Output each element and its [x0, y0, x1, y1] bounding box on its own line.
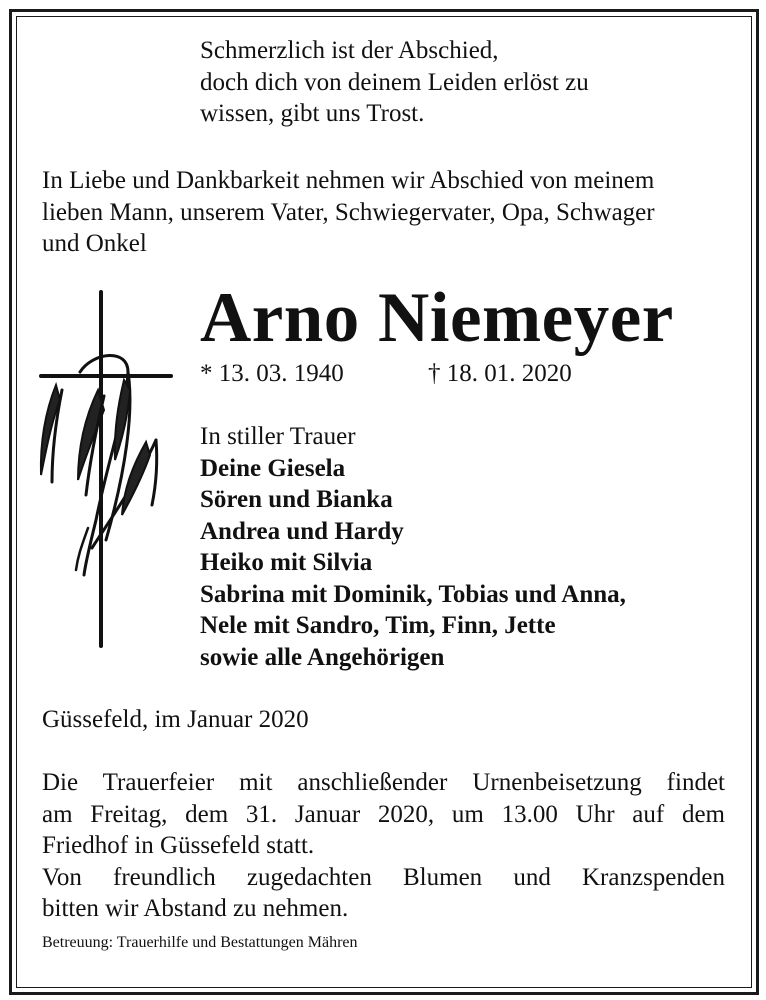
poem-line: doch dich von deinem Leiden erlöst zu: [200, 68, 589, 96]
funeral-line: am Freitag, dem 31. Januar 2020, um 13.00 Uhr auf dem: [42, 800, 725, 828]
death-date: † 18. 01. 2020: [428, 360, 572, 387]
birth-date: * 13. 03. 1940: [200, 360, 344, 387]
mourner-name: sowie alle Angehörigen: [200, 643, 445, 671]
mourner-name: Sören und Bianka: [200, 486, 393, 513]
care-note: Betreuung: Trauerhilfe und Bestattungen Mähren: [42, 934, 358, 951]
deceased-name: Arno Niemeyer: [200, 279, 674, 357]
mourner-name: Deine Giesela: [200, 454, 346, 482]
poem-line: Schmerzlich ist der Abschied,: [200, 37, 499, 64]
funeral-line: bitten wir Abstand zu nehmen.: [42, 895, 349, 922]
intro-line: und Onkel: [42, 230, 147, 257]
funeral-line: Friedhof in Güssefeld statt.: [42, 832, 315, 859]
mourner-name: Nele mit Sandro, Tim, Finn, Jette: [200, 612, 556, 639]
intro-text: [42, 165, 732, 260]
place-and-date: Güssefeld, im Januar 2020: [42, 706, 309, 733]
funeral-line: Von freundlich zugedachten Blumen und Kranzspenden: [42, 863, 725, 891]
mourner-name: Sabrina mit Dominik, Tobias und Anna,: [200, 580, 626, 608]
cross-with-wheat-ears-icon: [38, 290, 178, 650]
intro-line: lieben Mann, unserem Vater, Schwiegervater, Opa, Schwager: [42, 198, 655, 226]
condolence-poem: [200, 35, 720, 130]
mourner-name: Heiko mit Silvia: [200, 549, 373, 576]
mourner-name: Andrea und Hardy: [200, 517, 404, 545]
poem-line: wissen, gibt uns Trost.: [200, 100, 425, 127]
intro-line: In Liebe und Dankbarkeit nehmen wir Abschied von meinem: [42, 167, 655, 194]
funeral-line: Die Trauerfeier mit anschließender Urnenbeisetzung findet: [42, 769, 725, 796]
mourners-heading: In stiller Trauer: [200, 423, 356, 450]
funeral-info: [42, 767, 725, 925]
mourners-block: [200, 421, 740, 673]
